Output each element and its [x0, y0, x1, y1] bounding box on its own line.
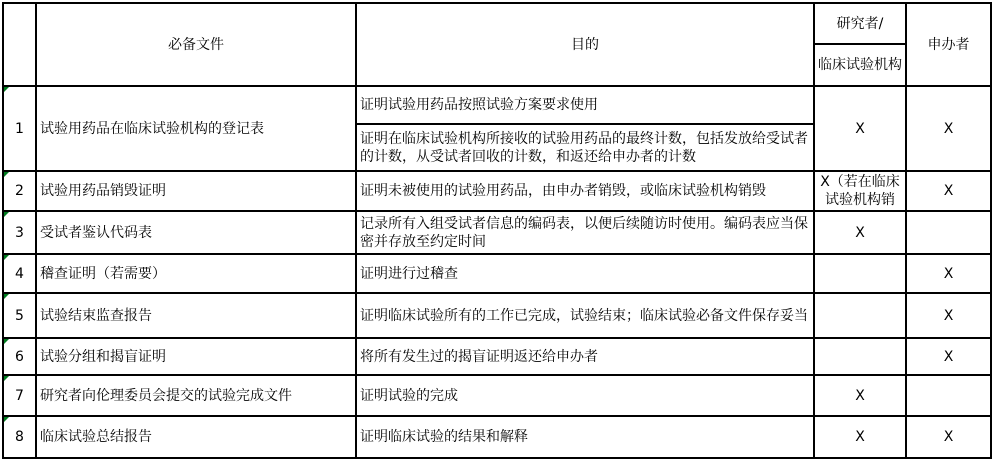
row-6-doc-cell[interactable]: 试验分组和揭盲证明 — [36, 338, 356, 375]
row-index: 5 — [15, 307, 24, 324]
row-6-purpose-cell[interactable]: 将所有发生过的揭盲证明返还给申办者 — [356, 338, 814, 375]
row-3-researcher-cell[interactable]: X — [814, 211, 906, 254]
cell-error-indicator-icon — [4, 417, 9, 422]
row-2-purpose-cell[interactable]: 证明未被使用的试验用药品，由申办者销毁，或临床试验机构销毁 — [356, 171, 814, 211]
cell-error-indicator-icon — [4, 294, 9, 299]
row-4-researcher-cell[interactable] — [814, 254, 906, 293]
header-purpose-cell[interactable]: 目的 — [356, 3, 814, 86]
row-1-researcher-cell[interactable]: X — [814, 86, 906, 171]
row-2-researcher-cell[interactable]: X（若在临床试验机构销 — [814, 171, 906, 211]
row-3-sponsor-cell[interactable] — [906, 211, 991, 254]
header-doc-cell[interactable]: 必备文件 — [36, 3, 356, 86]
row-1-index-cell[interactable] — [3, 86, 36, 171]
header-researcher-cell-top[interactable]: 研究者/ — [814, 3, 906, 44]
row-7-index-cell[interactable] — [3, 375, 36, 416]
row-1-purpose-cell-a[interactable]: 证明试验用药品按照试验方案要求使用 — [356, 86, 814, 124]
row-7-doc-cell[interactable]: 研究者向伦理委员会提交的试验完成文件 — [36, 375, 356, 416]
header-sponsor-cell[interactable]: 申办者 — [906, 3, 991, 86]
row-1-purpose-cell-b[interactable]: 证明在临床试验机构所接收的试验用药品的最终计数，包括发放给受试者的计数，从受试者回收的计数，和返还给申办者的计数 — [356, 124, 814, 171]
row-4-doc-cell[interactable]: 稽查证明（若需要） — [36, 254, 356, 293]
row-index: 4 — [15, 265, 24, 282]
row-3-purpose-cell[interactable]: 记录所有入组受试者信息的编码表，以便后续随访时使用。编码表应当保密并存放至约定时间 — [356, 211, 814, 254]
row-2-doc-cell[interactable]: 试验用药品销毁证明 — [36, 171, 356, 211]
row-7-sponsor-cell[interactable] — [906, 375, 991, 416]
row-5-index-cell[interactable] — [3, 293, 36, 338]
row-5-purpose-cell[interactable]: 证明临床试验所有的工作已完成，试验结束；临床试验必备文件保存妥当 — [356, 293, 814, 338]
row-2-sponsor-cell[interactable]: X — [906, 171, 991, 211]
row-6-researcher-cell[interactable] — [814, 338, 906, 375]
row-8-researcher-cell[interactable]: X — [814, 416, 906, 458]
row-8-purpose-cell[interactable]: 证明临床试验的结果和解释 — [356, 416, 814, 458]
row-5-researcher-cell[interactable] — [814, 293, 906, 338]
row-index: 1 — [15, 120, 24, 137]
row-index: 8 — [15, 429, 24, 445]
row-2-index-cell[interactable] — [3, 171, 36, 211]
row-8-index-cell[interactable] — [3, 416, 36, 458]
row-4-purpose-cell[interactable]: 证明进行过稽查 — [356, 254, 814, 293]
row-index: 6 — [15, 348, 24, 365]
row-index: 2 — [15, 183, 24, 199]
row-5-sponsor-cell[interactable]: X — [906, 293, 991, 338]
row-1-sponsor-cell[interactable]: X — [906, 86, 991, 171]
row-1-doc-cell[interactable]: 试验用药品在临床试验机构的登记表 — [36, 86, 356, 171]
cell-error-indicator-icon — [4, 376, 9, 381]
row-6-sponsor-cell[interactable]: X — [906, 338, 991, 375]
row-3-index-cell[interactable] — [3, 211, 36, 254]
cell-error-indicator-icon — [4, 212, 9, 217]
header-index-cell[interactable] — [3, 3, 36, 86]
row-5-doc-cell[interactable]: 试验结束监查报告 — [36, 293, 356, 338]
row-index: 7 — [15, 387, 24, 404]
row-3-doc-cell[interactable]: 受试者鉴认代码表 — [36, 211, 356, 254]
cell-error-indicator-icon — [4, 172, 9, 177]
row-8-doc-cell[interactable]: 临床试验总结报告 — [36, 416, 356, 458]
cell-error-indicator-icon — [4, 87, 9, 92]
row-index: 3 — [15, 224, 24, 241]
row-8-sponsor-cell[interactable]: X — [906, 416, 991, 458]
row-7-purpose-cell[interactable]: 证明试验的完成 — [356, 375, 814, 416]
cell-error-indicator-icon — [4, 255, 9, 260]
header-researcher-cell-bottom[interactable]: 临床试验机构 — [814, 44, 906, 86]
row-7-researcher-cell[interactable]: X — [814, 375, 906, 416]
row-4-sponsor-cell[interactable]: X — [906, 254, 991, 293]
cell-error-indicator-icon — [4, 339, 9, 344]
row-6-index-cell[interactable] — [3, 338, 36, 375]
row-4-index-cell[interactable] — [3, 254, 36, 293]
essential-documents-table — [2, 2, 992, 459]
